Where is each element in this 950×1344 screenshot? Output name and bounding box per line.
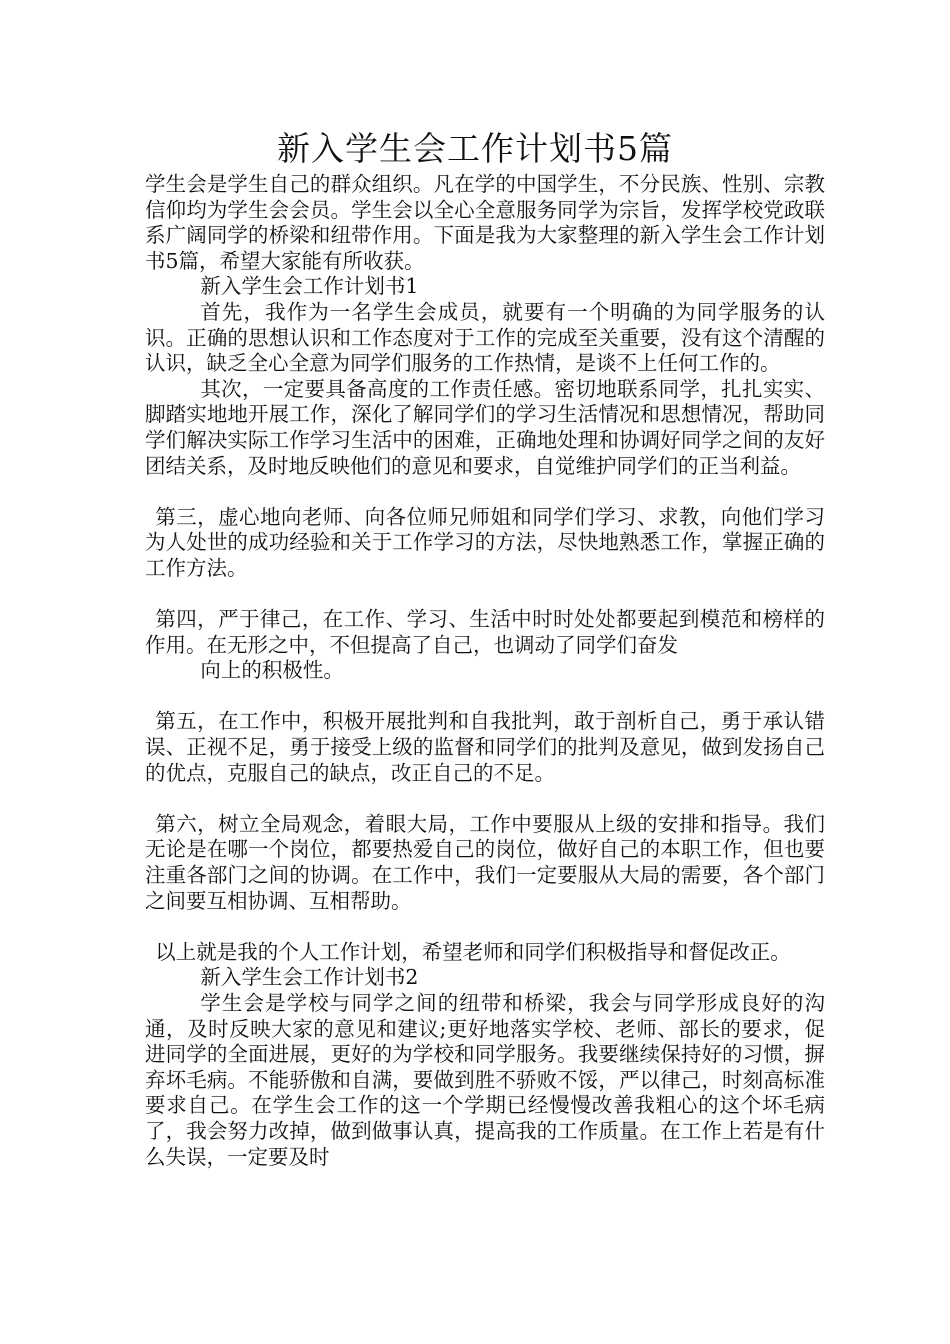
- paragraph-first: 首先，我作为一名学生会成员，就要有一个明确的为同学服务的认识。正确的思想认识和工作态度对于工作的完成至关重要，没有这个清醒的认识，缺乏全心全意为同学们服务的工作热情，是谈不上任何工作的。: [145, 299, 825, 376]
- paragraph-fourth: 第四，严于律己，在工作、学习、生活中时时处处都要起到模范和榜样的作用。在无形之中，不但提高了自己，也调动了同学们奋发: [145, 607, 825, 657]
- spacer: [145, 479, 825, 505]
- paragraph-second: 其次，一定要具备高度的工作责任感。密切地联系同学，扎扎实实、脚踏实地地开展工作，深化了解同学们的学习生活情况和思想情况，帮助同学们解决实际工作学习生活中的困难，正确地处理和协调好同学之间的友好团结关系，及时地反映他们的意见和要求，自觉维护同学们的正当利益。: [145, 376, 825, 478]
- paragraph-fifth: 第五，在工作中，积极开展批判和自我批判，敢于剖析自己，勇于承认错误、正视不足，勇于接受上级的监督和同学们的批判及意见，做到发扬自己的优点，克服自己的缺点，改正自己的不足。: [145, 709, 825, 785]
- spacer: [145, 684, 825, 710]
- document-title: 新入学生会工作计划书5篇: [277, 129, 673, 168]
- section-heading-2: 新入学生会工作计划书2: [200, 965, 419, 990]
- paragraph-conclusion: 以上就是我的个人工作计划，希望老师和同学们积极指导和督促改正。: [155, 939, 791, 964]
- document-body: [145, 172, 825, 1170]
- paragraph-third: 第三，虚心地向老师、向各位师兄师姐和同学们学习、求教，向他们学习为人处世的成功经验和关于工作学习的方法，尽快地熟悉工作，掌握正确的工作方法。: [145, 504, 825, 580]
- spacer: [145, 914, 825, 940]
- spacer: [145, 582, 825, 608]
- spacer: [145, 786, 825, 812]
- section-heading-1: 新入学生会工作计划书1: [200, 274, 419, 299]
- paragraph-plan-2: 学生会是学校与同学之间的纽带和桥梁，我会与同学形成良好的沟通，及时反映大家的意见和建议;更好地落实学校、老师、部长的要求，促进同学的全面进展，更好的为学校和同学服务。我要继续保持好的习惯，摒弃坏毛病。不能骄傲和自满，要做到胜不骄败不馁，严以律己，时刻高标准要求自己。在学生会工作的这一个学期已经慢慢改善我粗心的这个坏毛病了，我会努力改掉，做到做事认真，提高我的工作质量。在工作上若是有什么失误，一定要及时: [145, 991, 825, 1169]
- intro-paragraph: 学生会是学生自己的群众组织。凡在学的中国学生，不分民族、性别、宗教信仰均为学生会会员。学生会以全心全意服务同学为宗旨，发挥学校党政联系广阔同学的桥梁和纽带作用。下面是我为大家整理的新入学生会工作计划书5篇，希望大家能有所收获。: [145, 172, 825, 273]
- paragraph-fourth-continued: 向上的积极性。: [200, 658, 344, 683]
- paragraph-sixth: 第六，树立全局观念，着眼大局，工作中要服从上级的安排和指导。我们无论是在哪一个岗位，都要热爱自己的岗位，做好自己的本职工作，但也要注重各部门之间的协调。在工作中，我们一定要服从大局的需要，各个部门之间要互相协调、互相帮助。: [145, 811, 825, 913]
